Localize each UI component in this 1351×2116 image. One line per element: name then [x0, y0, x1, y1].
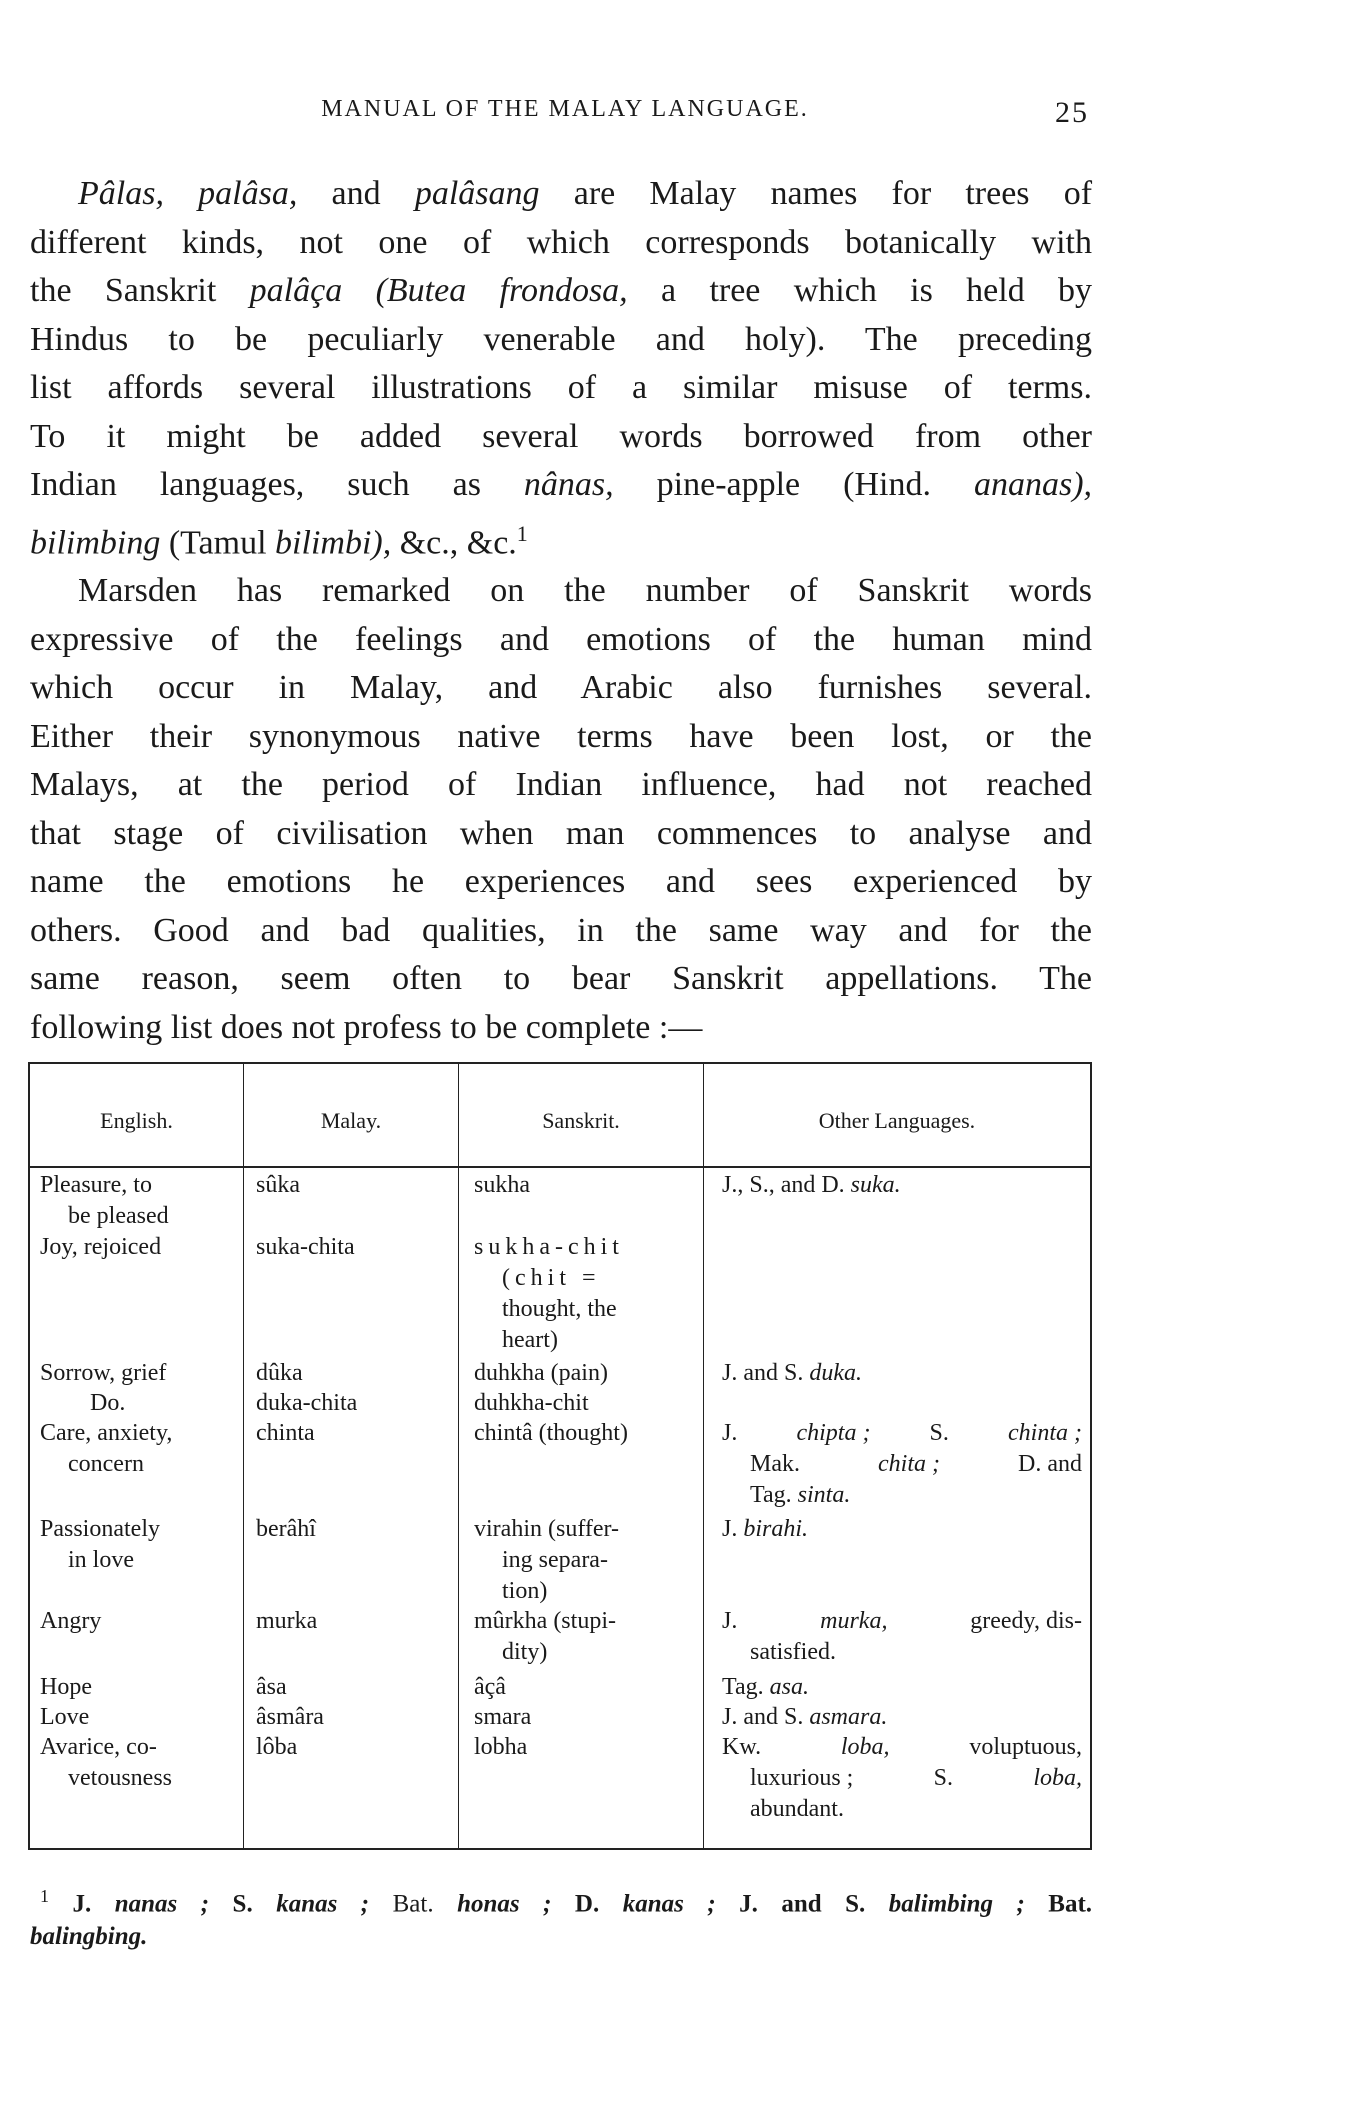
- column-header-english: English.: [100, 1108, 173, 1133]
- text-line: Either their synonymous native terms have been lost, or the: [30, 717, 1092, 755]
- text-line: following list does not profess to be complete :—: [30, 1008, 703, 1046]
- cell-english: Sorrow, grief: [40, 1360, 167, 1386]
- cell-english: Avarice, co- vetousness: [40, 1734, 172, 1791]
- text-line: Marsden has remarked on the number of Sanskrit words: [78, 572, 1092, 610]
- cell-sanskrit: mûrkha (stupi- dity): [474, 1608, 616, 1665]
- cell-sanskrit: smara: [474, 1704, 532, 1730]
- column-header-malay: Malay.: [320, 1108, 382, 1133]
- table-top-rule: [28, 1062, 1092, 1064]
- body-text: [30, 170, 1092, 1052]
- text-line: same reason, seem often to bear Sanskrit appellations. The: [30, 960, 1092, 998]
- cell-sanskrit: duhkha (pain): [474, 1360, 608, 1386]
- cell-other: Kw. loba, voluptuous, luxurious ; S. loba, abundant.: [722, 1734, 1082, 1822]
- cell-english: Joy, rejoiced: [40, 1234, 162, 1260]
- cell-sanskrit: sukha-chit (chit = thought, the heart): [474, 1234, 624, 1353]
- footnote-marker: 1: [516, 520, 528, 546]
- table-row: [28, 1170, 1092, 1234]
- cell-sanskrit: lobha: [474, 1734, 528, 1760]
- cell-malay: chinta: [256, 1420, 315, 1446]
- cell-malay: âsmâra: [256, 1704, 324, 1730]
- cell-sanskrit: chintâ (thought): [474, 1420, 628, 1446]
- cell-malay: lôba: [256, 1734, 298, 1760]
- cell-other: J. and S. duka.: [722, 1360, 862, 1386]
- cell-malay: berâhî: [256, 1516, 316, 1542]
- cell-malay: âsa: [256, 1674, 287, 1700]
- table-header-rule: [28, 1166, 1092, 1168]
- text-line: Pâlas, palâsa, and palâsang are Malay names for trees of: [78, 175, 1093, 212]
- table-bottom-rule: [28, 1848, 1092, 1850]
- text-line: Malays, at the period of Indian influence, had not reached: [30, 766, 1092, 804]
- cell-english: Care, anxiety, concern: [40, 1420, 173, 1477]
- table-row: [28, 1514, 1092, 1610]
- cell-english: Angry: [40, 1608, 102, 1634]
- text-line: the Sanskrit palâça (Butea frondosa, a tree which is held by: [30, 272, 1093, 309]
- table-row: [28, 1388, 1092, 1420]
- cell-other: J. chipta ; S. chinta ; Mak. chita ; D. and Tag. sinta.: [722, 1420, 1082, 1508]
- cell-sanskrit: virahin (suffer- ing separa- tion): [474, 1516, 620, 1604]
- text-line: Indian languages, such as nânas, pine-apple (Hind. ananas),: [30, 466, 1093, 503]
- table-row: [28, 1232, 1092, 1356]
- cell-sanskrit: sukha: [474, 1172, 530, 1198]
- cell-malay: murka: [256, 1608, 318, 1634]
- text-line: others. Good and bad qualities, in the same way and for the: [30, 911, 1092, 949]
- cell-english: Passionately in love: [40, 1516, 160, 1573]
- cell-other: J. and S. asmara.: [722, 1704, 888, 1730]
- cell-sanskrit: âçâ: [474, 1674, 506, 1700]
- cell-other: J. murka, greedy, dis- satisfied.: [722, 1608, 1082, 1665]
- footnote: [30, 1880, 1092, 1953]
- paragraph-2: [30, 567, 1092, 1052]
- word-table: [28, 1062, 1092, 1850]
- cell-other: J., S., and D. suka.: [722, 1172, 901, 1198]
- text-line: list affords several illustrations of a similar misuse of terms.: [30, 369, 1092, 406]
- column-header-sanskrit: Sanskrit.: [542, 1108, 620, 1133]
- running-title: MANUAL OF THE MALAY LANGUAGE.: [321, 96, 809, 122]
- footnote-line: balingbing.: [30, 1923, 148, 1951]
- cell-english: Do.: [90, 1390, 126, 1416]
- text-line: name the emotions he experiences and sees experienced by: [30, 863, 1092, 901]
- cell-other: J. birahi.: [722, 1516, 809, 1542]
- table-row: [28, 1358, 1092, 1390]
- footnote-line: $^1$ J. nanas ; S. kanas ; Bat. honas ; D. kanas ; J. and S. balimbing ; Bat.: [40, 1886, 1093, 1918]
- cell-english: Hope: [40, 1674, 92, 1700]
- cell-malay: duka-chita: [256, 1390, 358, 1416]
- column-header-other: Other Languages.: [818, 1108, 976, 1133]
- table-row: [28, 1732, 1092, 1828]
- text-line: that stage of civilisation when man commences to analyse and: [30, 814, 1092, 852]
- text-line: bilimbing (Tamul bilimbi), &c., &c.$^1$: [30, 520, 528, 561]
- cell-english: Pleasure, to be pleased: [40, 1172, 169, 1229]
- table-row: [28, 1672, 1092, 1704]
- table-row: [28, 1418, 1092, 1514]
- paragraph-1: [30, 170, 1092, 567]
- cell-other: Tag. asa.: [722, 1674, 809, 1700]
- page-number: 25: [1055, 96, 1089, 129]
- cell-malay: suka-chita: [256, 1234, 355, 1260]
- cell-sanskrit: duhkha-chit: [474, 1390, 589, 1416]
- text-line: To it might be added several words borrowed from other: [30, 417, 1092, 455]
- cell-malay: sûka: [256, 1172, 300, 1198]
- table-row: [28, 1606, 1092, 1670]
- cell-english: Love: [40, 1704, 90, 1730]
- table-row: [28, 1702, 1092, 1734]
- text-line: which occur in Malay, and Arabic also furnishes several.: [30, 669, 1092, 707]
- text-line: different kinds, not one of which corresponds botanically with: [30, 223, 1092, 261]
- text-line: Hindus to be peculiarly venerable and holy). The preceding: [30, 320, 1092, 358]
- text-line: expressive of the feelings and emotions of the human mind: [30, 620, 1092, 658]
- cell-malay: dûka: [256, 1360, 303, 1386]
